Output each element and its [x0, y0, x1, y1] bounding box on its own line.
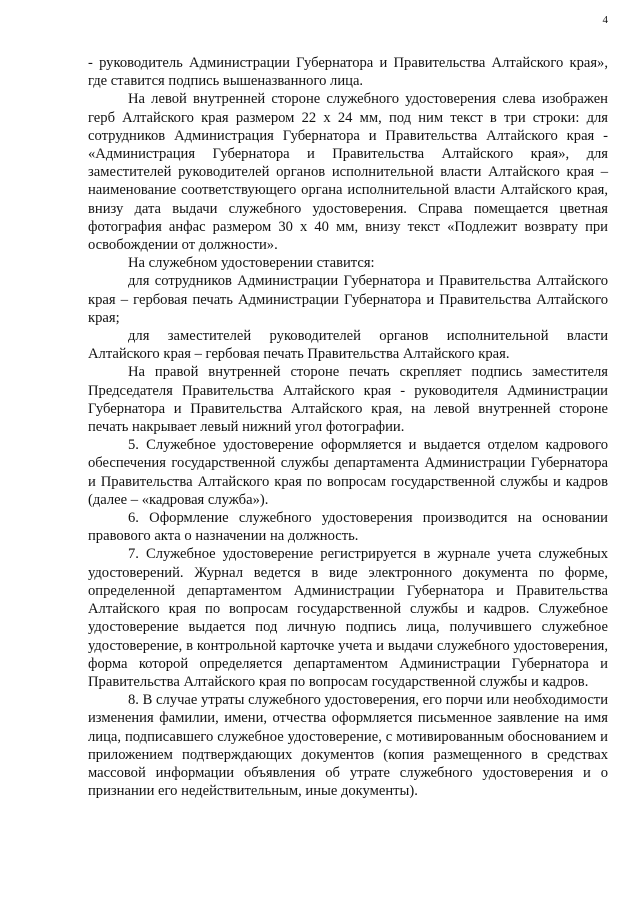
paragraph-left-side-description: На левой внутренней стороне служебного удостоверения слева изображен герб Алтайского края размером 22 х 24 мм, под ним текст в три строки: для сотрудников Администрация Губернатора и Правительства Алтайского края - «Администрация Губернатора и Правительства Алтайского края», для заместителей руководителей органов исполнительной власти Алтайского края – наименование соответствующего органа исполнительной власти Алтайского края, внизу дата выдачи служебного удостоверения. Справа помещается цветная фотография анфас размером 30 х 40 мм, внизу текст «Подлежит возврату при освобождении от должности».	[88, 91, 608, 254]
paragraph-stamp-intro: На служебном удостоверении ставится:	[128, 255, 375, 272]
paragraph-stamp-deputies: для заместителей руководителей органов исполнительной власти Алтайского края – гербовая печать Правительства Алтайского края.	[88, 328, 608, 363]
paragraph-item-8: 8. В случае утраты служебного удостоверения, его порчи или необходимости изменения фамилии, имени, отчества оформляется письменное заявление на имя лица, подписавшего служебное удостоверение, с мотивированным обоснованием и приложением подтверждающих документов (копия размещенного в средствах массовой информации объявления об утрате служебного удостоверения и о признании его недействительным, иные документы).	[88, 692, 608, 800]
paragraph-continuation: - руководитель Администрации Губернатора и Правительства Алтайского края», где ставится подпись вышеназванного лица.	[88, 55, 608, 90]
paragraph-right-side-stamp: На правой внутренней стороне печать скрепляет подпись заместителя Председателя Правительства Алтайского края - руководителя Администрации Губернатора и Правительства Алтайского края, на левой внутренней стороне печать накрывает левый нижний угол фотографии.	[88, 364, 608, 436]
paragraph-item-5: 5. Служебное удостоверение оформляется и выдается отделом кадрового обеспечения государственной службы департамента Администрации Губернатора и Правительства Алтайского края по вопросам государственной службы и кадров (далее – «кадровая служба»).	[88, 437, 608, 508]
paragraph-stamp-staff: для сотрудников Администрации Губернатора и Правительства Алтайского края – гербовая печать Администрации Губернатора и Правительства Алтайского края;	[88, 273, 608, 326]
document-body	[88, 54, 608, 800]
page-number: 4	[602, 14, 608, 26]
paragraph-item-7: 7. Служебное удостоверение регистрируется в журнале учета служебных удостоверений. Журнал ведется в виде электронного документа по форме, определенной департаментом Администрации Губернатора и Правительства Алтайского края по вопросам государственной службы и кадров. Служебное удостоверение выдается под личную подпись лица, получившего служебное удостоверение, в контрольной карточке учета и выдачи служебного удостоверения, форма которой определяется департаментом Администрации Губернатора и Правительства Алтайского края по вопросам государственной службы и кадров.	[88, 546, 608, 690]
paragraph-item-6: 6. Оформление служебного удостоверения производится на основании правового акта о назначении на должность.	[88, 510, 608, 545]
